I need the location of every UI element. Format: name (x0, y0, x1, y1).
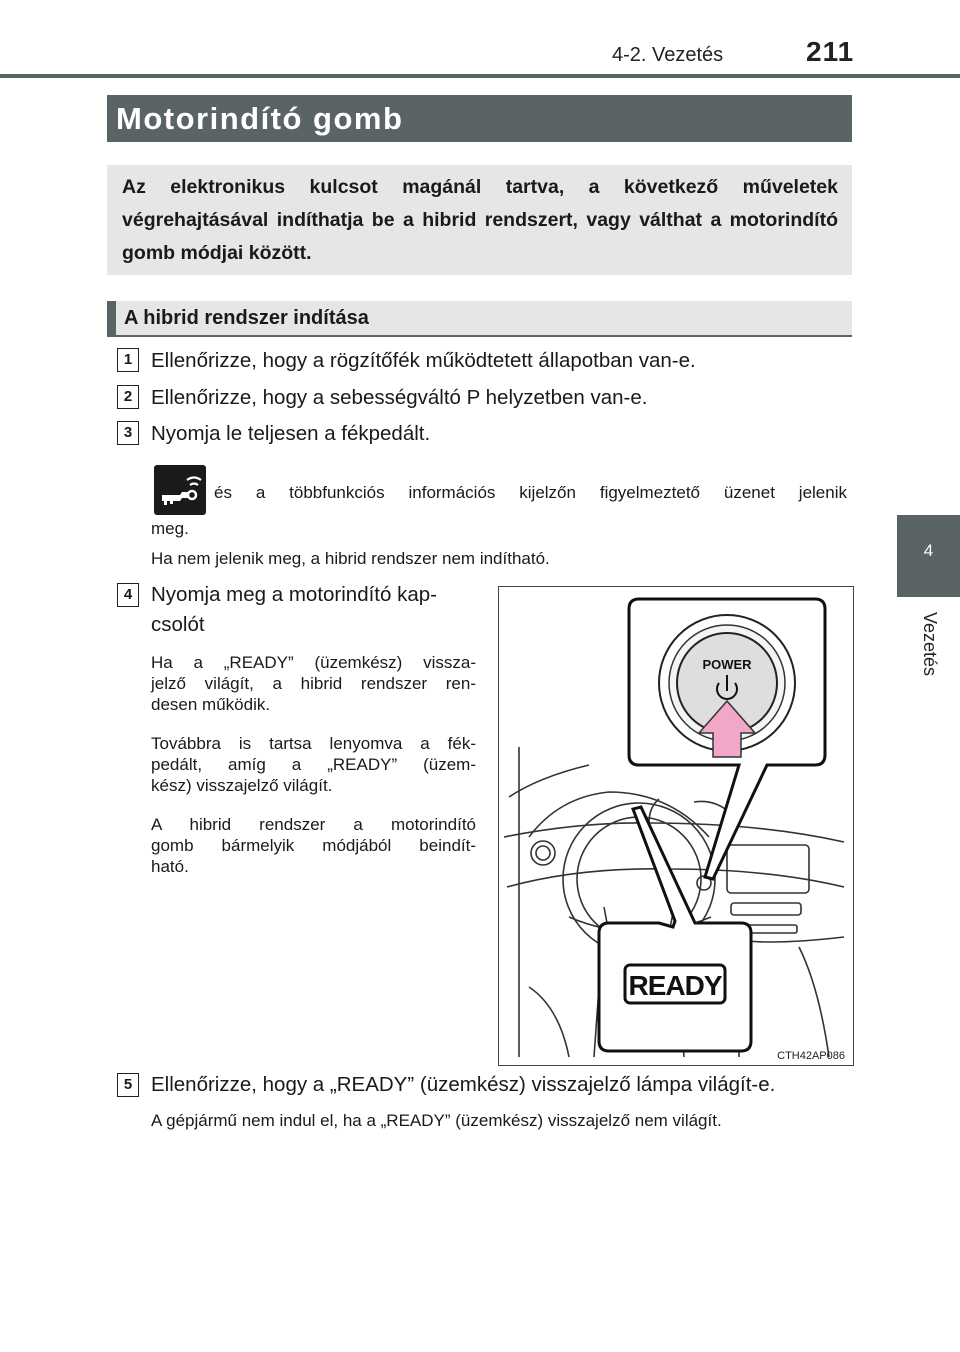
step4-note-1 (151, 652, 476, 715)
power-button-label: POWER (702, 657, 752, 672)
step4-note-3 (151, 814, 476, 877)
page-number: 211 (806, 36, 855, 67)
step-number-3: 3 (117, 421, 139, 445)
step4-note-1-line2: jelző világít, a hibrid rendszer ren- (151, 674, 476, 693)
ready-indicator-label: READY (628, 970, 722, 1001)
step4-note-1-line1: Ha a „READY” (üzemkész) vissza- (151, 653, 476, 672)
step5-note: A gépjármű nem indul el, ha a „READY” (üzemkész) visszajelző nem világít. (151, 1111, 722, 1130)
step4-note-3-line3: ható. (151, 857, 189, 876)
chapter-tab-title: Vezetés (920, 611, 940, 677)
step-number-4: 4 (117, 583, 139, 607)
step3-note-line3: Ha nem jelenik meg, a hibrid rendszer nem indítható. (151, 549, 550, 568)
step4-note-2-line2: pedált, amíg a „READY” (üzem- (151, 755, 476, 774)
step4-note-2 (151, 733, 476, 796)
step-text-1: Ellenőrizze, hogy a rögzítőfék működtetett állapotban van-e. (151, 349, 696, 372)
step-text-4-line2: csolót (151, 613, 205, 636)
step-number-5: 5 (117, 1073, 139, 1097)
step4-note-1-line3: desen működik. (151, 695, 271, 714)
intro-text: Az elektronikus kulcsot magánál tartva, a következő műveletek végrehajtásával indíthatja be a hibrid rendszert, vagy válthat a motorindító gomb módjai között. (122, 176, 838, 264)
step3-note-line2: meg. (151, 519, 189, 538)
chapter-tab (897, 515, 960, 597)
step4-note-3-line1: A hibrid rendszer a motorindító (151, 815, 476, 834)
smart-key-warning-icon (154, 465, 206, 515)
subsection-accent (107, 301, 116, 337)
running-header-section: 4-2. Vezetés (612, 44, 724, 66)
step-number-2: 2 (117, 385, 139, 409)
power-button-illustration (498, 586, 854, 1066)
step4-note-2-line3: kész) visszajelző világít. (151, 776, 333, 795)
chapter-tab-number: 4 (923, 541, 934, 560)
subsection-title: A hibrid rendszer indítása (124, 307, 369, 329)
step-text-4-line1: Nyomja meg a motorindító kap- (151, 583, 437, 606)
step3-note-line1: és a többfunkciós információs kijelzőn figyelmeztető üzenet jelenik (214, 483, 847, 502)
figure-code: CTH42AP086 (777, 1050, 845, 1062)
step4-note-3-line2: gomb bármelyik módjából beindít- (151, 836, 476, 855)
step-text-2: Ellenőrizze, hogy a sebességváltó P helyzetben van-e. (151, 386, 648, 409)
step-text-3: Nyomja le teljesen a fékpedált. (151, 422, 431, 445)
step-text-5: Ellenőrizze, hogy a „READY” (üzemkész) visszajelző lámpa világít-e. (151, 1073, 776, 1096)
step4-note-2-line1: Továbbra is tartsa lenyomva a fék- (151, 734, 476, 753)
header-rule (0, 74, 960, 78)
page-title: Motorindító gomb (116, 101, 404, 136)
step-number-1: 1 (117, 348, 139, 372)
